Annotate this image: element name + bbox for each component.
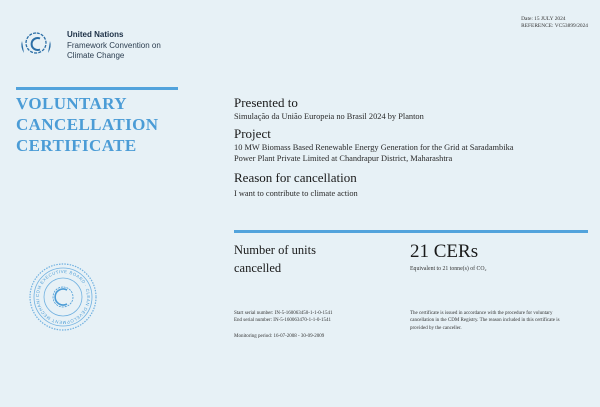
title-line-3: CERTIFICATE (16, 136, 137, 155)
org-line-3: Climate Change (67, 51, 125, 60)
title-line-1: VOLUNTARY (16, 94, 127, 113)
title-divider (16, 87, 178, 90)
units-label-line-1: Number of units (234, 243, 316, 257)
note-line-2: cancellation in the CDM Registry. The reason included in this certificate is (410, 318, 560, 324)
reference-number: REFERENCE: VC53899/2024 (521, 23, 588, 29)
serial-numbers (234, 310, 332, 325)
note-line-1: The certificate is issued in accordance with the procedure for voluntary (410, 311, 553, 316)
un-climate-logo-icon (16, 29, 56, 59)
end-serial: End serial number: IN-5-160063470-1-1-0-1541 (234, 318, 332, 324)
presented-heading: Presented to (234, 95, 298, 110)
cdm-seal-icon (28, 262, 98, 332)
project-text (234, 143, 513, 165)
issuance-note (410, 310, 560, 332)
org-line-1: United Nations (67, 30, 124, 39)
project-line-1: 10 MW Biomass Based Renewable Energy Generation for the Grid at Saradambika (234, 143, 514, 152)
project-line-2: Power Plant Private Limited at Chandrapur District, Maharashtra (234, 153, 453, 163)
certificate-meta (521, 16, 588, 30)
reason-heading: Reason for cancellation (234, 170, 357, 185)
reason-text: I want to contribute to climate action (234, 189, 358, 198)
title-line-2: CANCELLATION (16, 115, 159, 134)
project-heading: Project (234, 126, 271, 141)
certificate-title (16, 93, 158, 156)
seal-ring-text: CDM EXECUTIVE BOARD · CLEAN DEVELOPMENT MECHANI (34, 268, 92, 326)
organization-name (67, 30, 161, 62)
org-line-2: Framework Convention on (67, 40, 161, 50)
start-serial: Start serial number: IN-5-160063450-1-1-0-1541 (234, 311, 333, 316)
units-label-line-2: cancelled (234, 261, 282, 275)
units-equivalent: Equivalent to 21 tonne(s) of CO₂ (410, 266, 487, 272)
note-line-3: provided by the canceller. (410, 325, 462, 331)
units-divider (234, 230, 588, 233)
monitoring-period: Monitoring period: 16-07-2008 - 30-09-2009 (234, 334, 325, 339)
presented-text: Simulação da União Europeia no Brasil 2024 by Planton (234, 112, 424, 121)
units-label (234, 241, 316, 277)
issue-date: Date: 15 JULY 2024 (521, 16, 566, 22)
units-value: 21 CERs (410, 241, 479, 262)
